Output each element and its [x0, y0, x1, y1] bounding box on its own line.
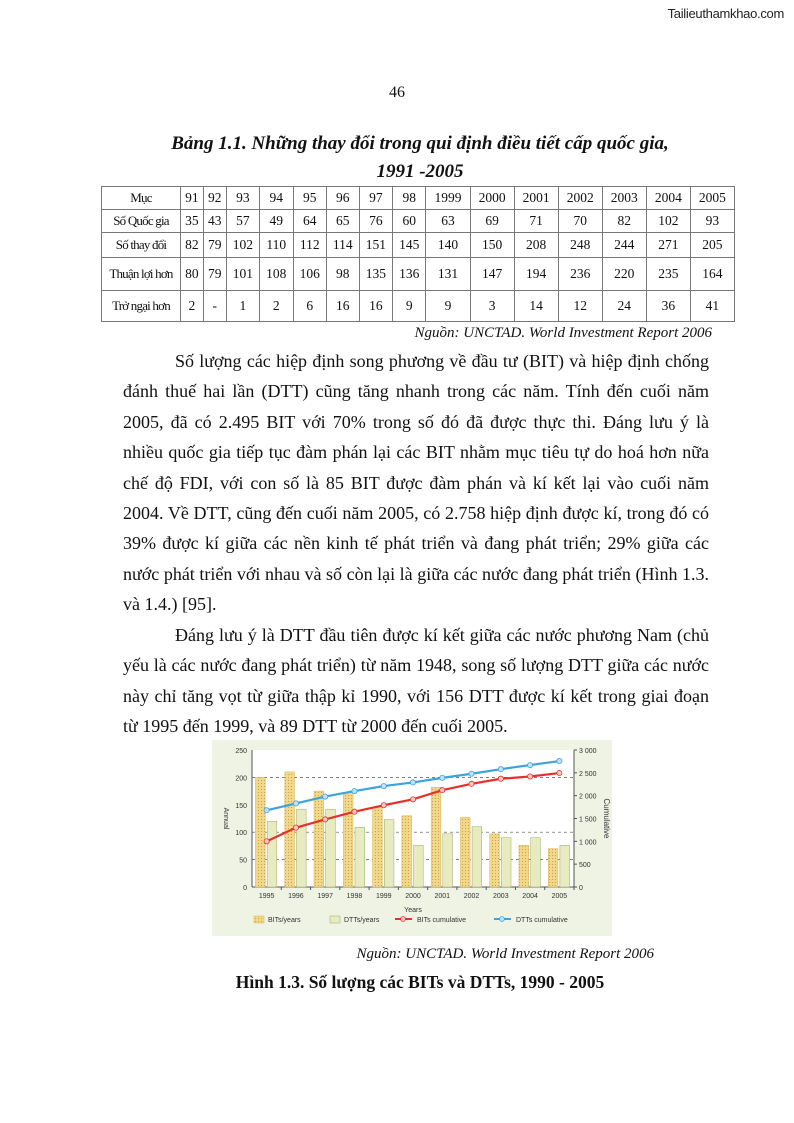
- table-title-line-2: 1991 -2005: [376, 161, 464, 182]
- table-cell: 1999: [426, 187, 470, 210]
- table-cell: 36: [646, 291, 690, 322]
- table-cell: 71: [514, 210, 558, 233]
- table-cell: 79: [203, 233, 226, 258]
- svg-text:2003: 2003: [493, 893, 509, 900]
- svg-text:1998: 1998: [346, 893, 363, 900]
- table-cell: 164: [690, 258, 734, 291]
- svg-text:2004: 2004: [522, 893, 538, 900]
- table-cell: 93: [226, 187, 259, 210]
- paragraph-1: [123, 346, 709, 620]
- figure-source: Nguồn: UNCTAD. World Investment Report 2006: [356, 946, 654, 962]
- table-cell: 97: [359, 187, 392, 210]
- svg-text:100: 100: [235, 830, 247, 838]
- table-cell: 57: [226, 210, 259, 233]
- table-cell: 136: [393, 258, 426, 291]
- table-cell: 271: [646, 233, 690, 258]
- svg-text:2002: 2002: [463, 893, 480, 900]
- table-cell: 131: [426, 258, 470, 291]
- svg-text:200: 200: [235, 775, 247, 783]
- table-cell: 2: [260, 291, 293, 322]
- table-cell: 9: [426, 291, 470, 322]
- svg-text:Years: Years: [404, 907, 422, 914]
- page-number: 46: [389, 84, 405, 101]
- svg-text:3 000: 3 000: [579, 748, 597, 755]
- svg-text:2001: 2001: [434, 893, 451, 900]
- table-cell: 2001: [514, 187, 558, 210]
- row-label: Trở ngại hơn: [102, 291, 181, 322]
- svg-text:Annual: Annual: [222, 807, 229, 830]
- table-cell: 16: [326, 291, 359, 322]
- table-cell: 93: [690, 210, 734, 233]
- row-label: Thuận lợi hơn: [102, 258, 181, 291]
- table-cell: 92: [203, 187, 226, 210]
- svg-text:2000: 2000: [405, 893, 421, 900]
- chart-svg: [212, 740, 612, 936]
- table-cell: 98: [326, 258, 359, 291]
- table-cell: 101: [226, 258, 259, 291]
- svg-text:500: 500: [579, 862, 591, 870]
- row-label: Số Quốc gia: [102, 210, 181, 233]
- svg-text:1997: 1997: [317, 893, 333, 900]
- table-row: [102, 210, 735, 233]
- svg-text:1999: 1999: [375, 893, 392, 900]
- table-cell: -: [203, 291, 226, 322]
- table-cell: 91: [181, 187, 204, 210]
- paragraph-2-text: Đáng lưu ý là DTT đầu tiên được kí kết giữa các nước phương Nam (chủ yếu là các nước đang phát triển) từ năm 1948, song số lượng DTT giữa các nước này chỉ tăng vọt từ giữa thập kỉ 1990, với 156 DTT được kí kết trong giai đoạn từ 1995 đến 1999, và 89 DTT từ 2000 đến cuối 2005.: [123, 625, 709, 737]
- table-cell: 151: [359, 233, 392, 258]
- table-cell: 79: [203, 258, 226, 291]
- table-cell: 76: [359, 210, 392, 233]
- svg-text:1 500: 1 500: [579, 816, 597, 824]
- table-cell: 9: [393, 291, 426, 322]
- figure-caption: Hình 1.3. Số lượng các BITs và DTTs, 1990 - 2005: [235, 972, 605, 992]
- watermark: Tailieuthamkhao.com: [667, 6, 784, 21]
- table-cell: 14: [514, 291, 558, 322]
- table-cell: 2: [181, 291, 204, 322]
- table-cell: 80: [181, 258, 204, 291]
- table-cell: 235: [646, 258, 690, 291]
- table-cell: 95: [293, 187, 326, 210]
- table-cell: 110: [260, 233, 293, 258]
- table-cell: 108: [260, 258, 293, 291]
- table-cell: 114: [326, 233, 359, 258]
- table-cell: 65: [326, 210, 359, 233]
- row-label: Mục: [102, 187, 181, 210]
- svg-text:0: 0: [579, 885, 583, 892]
- table-cell: 147: [470, 258, 514, 291]
- table-cell: 82: [181, 233, 204, 258]
- table-cell: 2000: [470, 187, 514, 210]
- table-source: Nguồn: UNCTAD. World Investment Report 2006: [414, 325, 712, 341]
- svg-text:1995: 1995: [258, 893, 275, 900]
- svg-text:BITs cumulative: BITs cumulative: [417, 917, 467, 924]
- table-cell: 6: [293, 291, 326, 322]
- table-cell: 82: [602, 210, 646, 233]
- table-cell: 220: [602, 258, 646, 291]
- table-cell: 96: [326, 187, 359, 210]
- table-row: [102, 291, 735, 322]
- table-cell: 236: [558, 258, 602, 291]
- table-cell: 244: [602, 233, 646, 258]
- svg-text:2005: 2005: [551, 893, 568, 900]
- table-cell: 49: [260, 210, 293, 233]
- table-cell: 41: [690, 291, 734, 322]
- table-cell: 112: [293, 233, 326, 258]
- svg-text:50: 50: [239, 857, 247, 865]
- table-cell: 3: [470, 291, 514, 322]
- table-cell: 150: [470, 233, 514, 258]
- table-cell: 194: [514, 258, 558, 291]
- table-cell: 2003: [602, 187, 646, 210]
- svg-text:Cumulative: Cumulative: [602, 798, 611, 839]
- table-cell: 2002: [558, 187, 602, 210]
- table-cell: 248: [558, 233, 602, 258]
- bits-dtts-chart: [212, 740, 612, 936]
- svg-text:2 500: 2 500: [579, 770, 597, 778]
- regulatory-changes-table: [101, 186, 735, 322]
- svg-text:250: 250: [235, 748, 247, 755]
- table-cell: 205: [690, 233, 734, 258]
- table-cell: 2005: [690, 187, 734, 210]
- table-cell: 102: [226, 233, 259, 258]
- row-label: Số thay đổi: [102, 233, 181, 258]
- table-cell: 43: [203, 210, 226, 233]
- svg-text:0: 0: [243, 885, 247, 892]
- svg-text:1 000: 1 000: [579, 839, 597, 847]
- table-cell: 35: [181, 210, 204, 233]
- table-cell: 98: [393, 187, 426, 210]
- table-cell: 16: [359, 291, 392, 322]
- table-cell: 1: [226, 291, 259, 322]
- paragraph-2: [123, 620, 709, 742]
- svg-text:BITs/years: BITs/years: [268, 917, 301, 924]
- svg-text:DTTs cumulative: DTTs cumulative: [516, 917, 568, 924]
- table-cell: 63: [426, 210, 470, 233]
- table-cell: 135: [359, 258, 392, 291]
- table-cell: 24: [602, 291, 646, 322]
- table-cell: 69: [470, 210, 514, 233]
- svg-text:2 000: 2 000: [579, 793, 597, 801]
- table-cell: 64: [293, 210, 326, 233]
- table-cell: 94: [260, 187, 293, 210]
- table-cell: 12: [558, 291, 602, 322]
- table-title-line-1: Bảng 1.1. Những thay đổi trong qui định điều tiết cấp quốc gia,: [171, 133, 669, 154]
- svg-text:DTTs/years: DTTs/years: [344, 917, 380, 924]
- svg-text:150: 150: [235, 802, 247, 810]
- paragraph-1-text: Số lượng các hiệp định song phương về đầu tư (BIT) và hiệp định chống đánh thuế hai lần (DTT) cũng tăng nhanh trong các năm. Tính đến cuối năm 2005, đã có 2.495 BIT với 70% trong số đó đã được thực thi. Đáng lưu ý là nhiều quốc gia tiếp tục đàm phán lại các BIT nhằm mục tiêu tự do hoá hơn nữa chế độ FDI, với con số là 85 BIT được đàm phán và kí kết lại vào cuối năm 2004. Về DTT, cũng đến cuối năm 2005, có 2.758 hiệp định được kí, trong đó có 39% được kí giữa các nền kinh tế phát triển và đang phát triển; 29% giữa các nước phát triển với nhau và số còn lại là giữa các nước đang phát triển (Hình 1.3. và 1.4.) [95].: [123, 351, 709, 615]
- table-cell: 70: [558, 210, 602, 233]
- table-cell: 102: [646, 210, 690, 233]
- table-cell: 145: [393, 233, 426, 258]
- table-cell: 140: [426, 233, 470, 258]
- table-cell: 60: [393, 210, 426, 233]
- table-header-row: [102, 187, 735, 210]
- table-row: [102, 258, 735, 291]
- table-cell: 208: [514, 233, 558, 258]
- table-cell: 106: [293, 258, 326, 291]
- svg-text:1996: 1996: [288, 893, 304, 900]
- table-row: [102, 233, 735, 258]
- table-title: [100, 130, 740, 186]
- table-cell: 2004: [646, 187, 690, 210]
